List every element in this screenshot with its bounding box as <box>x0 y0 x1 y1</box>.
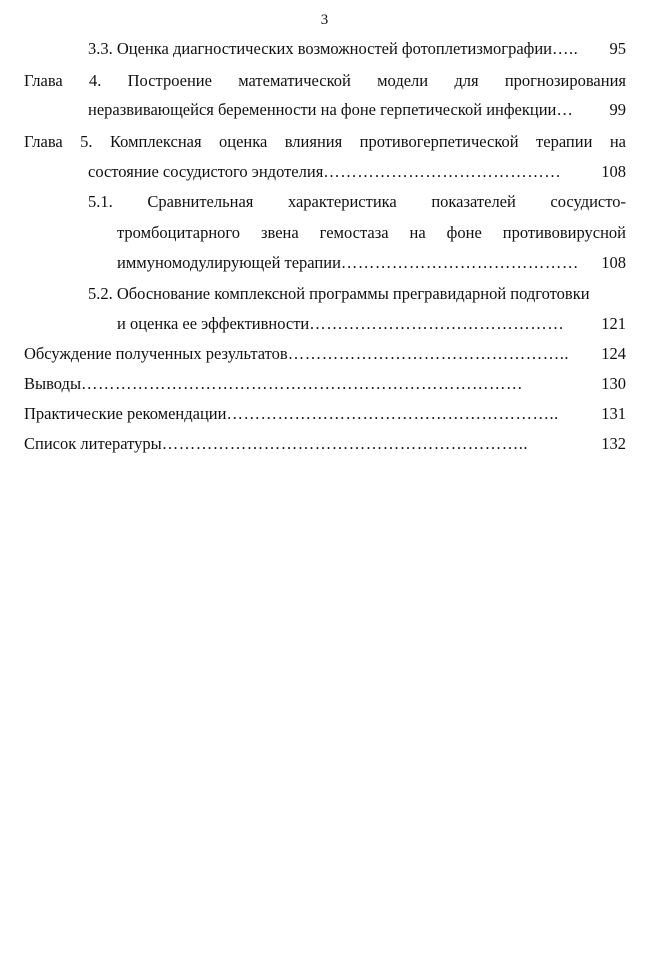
toc-leader-dots: …………………………………………………………………… <box>81 374 524 393</box>
toc-entry-5-1-line-2: тромбоцитарного звена гемостаза на фоне противовирусной <box>117 223 626 242</box>
toc-entry-title: Список литературы <box>24 434 162 453</box>
toc-entry-5-1-line-1: 5.1. Сравнительная характеристика показателей сосудисто- <box>88 192 626 211</box>
toc-entry-title: Выводы <box>24 374 82 393</box>
toc-page-number: 121 <box>601 314 626 333</box>
toc-leader-dots: ……………………………………………………….. <box>161 434 528 453</box>
toc-page-number: 130 <box>601 374 626 393</box>
toc-entry-conclusions <box>24 373 626 395</box>
toc-entry-title: состояние сосудистого эндотелия <box>88 162 324 181</box>
toc-page-number: 132 <box>601 434 626 453</box>
toc-entry-chapter-4-line-1: Глава 4. Построение математической модели для прогнозирования <box>24 71 626 90</box>
toc-entry-chapter-5-line-2 <box>88 161 626 183</box>
toc-entry-title: неразвивающейся беременности на фоне герпетической инфекции <box>88 100 557 119</box>
toc-entry-title: 3.3. Оценка диагностических возможностей фотоплетизмографии <box>88 39 552 58</box>
toc-entry-5-2-line-1: 5.2. Обоснование комплексной программы прегравидарной подготовки <box>88 284 590 303</box>
toc-entry-5-2-line-2 <box>117 313 626 335</box>
toc-entry-chapter-5-line-1: Глава 5. Комплексная оценка влияния противогерпетической терапии на <box>24 132 626 151</box>
toc-entry-title: Обсуждение полученных результатов <box>24 344 288 363</box>
toc-page-number: 124 <box>601 344 626 363</box>
toc-page-number: 131 <box>601 404 626 423</box>
toc-leader-dots: …………………………………… <box>340 253 579 272</box>
toc-page-number: 108 <box>601 162 626 181</box>
toc-leader-dots: … <box>556 100 574 119</box>
toc-entry-discussion <box>24 343 626 365</box>
toc-leader-dots: ………………………………………….. <box>287 344 569 363</box>
toc-leader-dots: ……………………………………… <box>309 314 565 333</box>
toc-entry-title: иммуномодулирующей терапии <box>117 253 341 272</box>
toc-entry-3-3 <box>88 38 626 60</box>
page-number: 3 <box>320 12 329 28</box>
toc-entry-5-1-line-3 <box>117 252 626 274</box>
toc-leader-dots: ………………………………………………….. <box>226 404 559 423</box>
toc-entry-title: и оценка ее эффективности <box>117 314 310 333</box>
toc-entry-recommendations <box>24 403 626 425</box>
toc-entry-references <box>24 433 626 455</box>
toc-entry-chapter-4-line-2 <box>88 99 626 121</box>
toc-leader-dots: …………………………………… <box>323 162 562 181</box>
toc-leader-dots: ….. <box>552 39 579 58</box>
toc-page-number: 99 <box>609 100 626 119</box>
toc-page-number: 95 <box>609 39 626 58</box>
toc-entry-title: Практические рекомендации <box>24 404 227 423</box>
toc-page-number: 108 <box>601 253 626 272</box>
